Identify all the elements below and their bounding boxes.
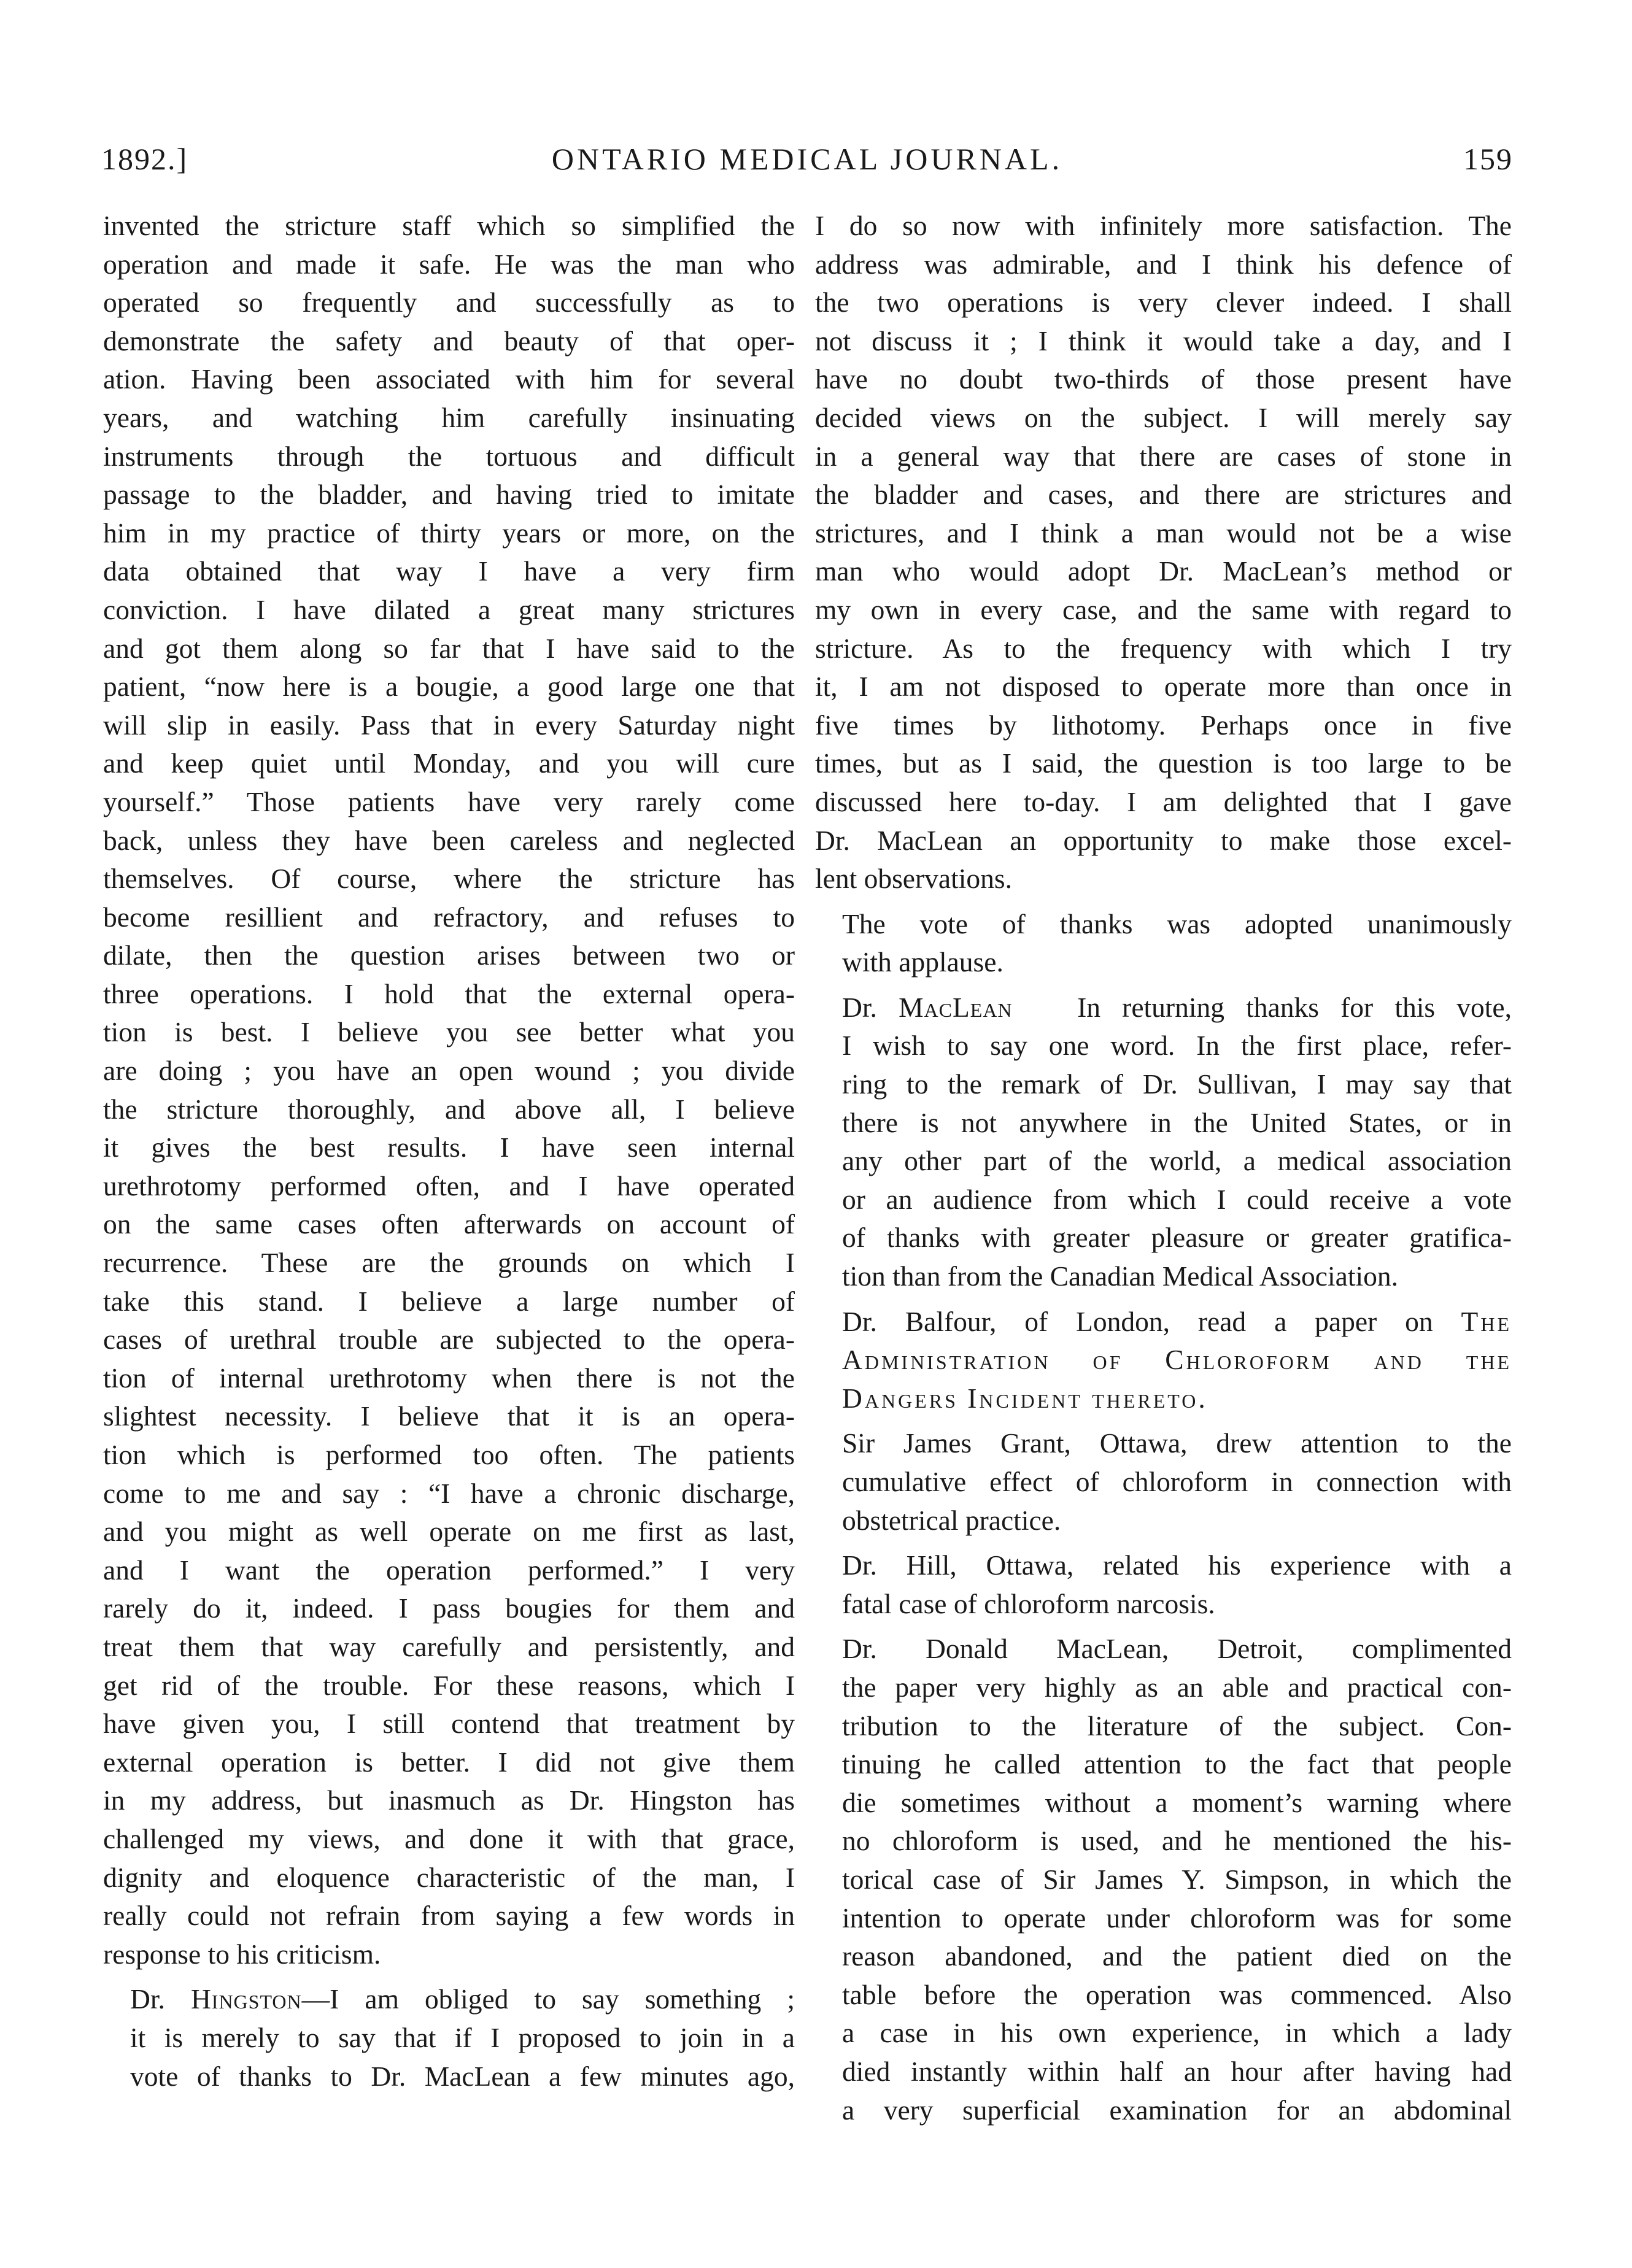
header-year: 1892.] xyxy=(101,142,188,176)
text-line: man who would adopt Dr. MacLean’s method or xyxy=(815,555,1512,587)
text-line: operated so frequently and successfully as to xyxy=(103,287,795,318)
text-line: Dr. Donald MacLean, Detroit, complimented xyxy=(842,1633,1512,1665)
text-line: yourself.” Those patients have very rarely come xyxy=(103,785,795,817)
text-line: tinuing he called attention to the fact that people xyxy=(842,1748,1512,1780)
right-column xyxy=(815,207,1512,2129)
speaker-prefix: Dr. xyxy=(130,1983,191,2015)
text-line: get rid of the trouble. For these reasons, which I xyxy=(103,1669,795,1701)
text-line: in my address, but inasmuch as Dr. Hingston has xyxy=(103,1784,795,1816)
text-line: really could not refrain from saying a few words in xyxy=(103,1900,795,1932)
text-line: and I want the operation performed.” I very xyxy=(103,1554,795,1586)
text-line: urethrotomy performed often, and I have operated xyxy=(103,1170,795,1202)
text-line: slightest necessity. I believe that it is an opera- xyxy=(103,1400,795,1432)
text-line: not discuss it ; I think it would take a day, and I xyxy=(815,325,1512,357)
text-line: table before the operation was commenced. Also xyxy=(842,1978,1512,2010)
text-line: Sir James Grant, Ottawa, drew attention to the xyxy=(842,1427,1512,1459)
text-line: have no doubt two-thirds of those present have xyxy=(815,363,1512,395)
text-line: dilate, then the question arises between two or xyxy=(103,939,795,971)
text-line xyxy=(103,1980,795,2019)
paragraph-vote xyxy=(815,905,1512,982)
journal-title: ONTARIO MEDICAL JOURNAL. xyxy=(551,142,1063,176)
text-line: no chloroform is used, and he mentioned the his- xyxy=(842,1825,1512,1857)
text-line: demonstrate the safety and beauty of that oper- xyxy=(103,325,795,357)
text-line: on the same cases often afterwards on account of xyxy=(103,1208,795,1240)
text-line: torical case of Sir James Y. Simpson, in which the xyxy=(842,1863,1512,1895)
text-line: and keep quiet until Monday, and you will cure xyxy=(103,747,795,779)
speaker-prefix: Dr. xyxy=(842,991,899,1023)
text-line: with applause. xyxy=(842,946,1004,978)
text-line: lent observations. xyxy=(815,863,1012,895)
text-line: have given you, I still contend that treatment by xyxy=(103,1708,795,1740)
text-line: discussed here to-day. I am delighted that I gave xyxy=(815,785,1512,817)
text-line: decided views on the subject. I will merely say xyxy=(815,401,1512,433)
text-line: ring to the remark of Dr. Sullivan, I may say that xyxy=(842,1068,1512,1100)
text-line: ation. Having been associated with him for several xyxy=(103,363,795,395)
text-line: invented the stricture staff which so simplified the xyxy=(103,210,795,241)
paragraph-hingston-continued xyxy=(815,207,1512,898)
text-line: rarely do it, indeed. I pass bougies for them and xyxy=(103,1592,795,1624)
text-line: or an audience from which I could receive a vote xyxy=(842,1183,1512,1215)
paragraph-hill xyxy=(815,1546,1512,1623)
text-line: become resillient and refractory, and refuses to xyxy=(103,901,795,933)
text-line: died instantly within half an hour after having had xyxy=(842,2055,1512,2087)
text-line: it is merely to say that if I proposed to join in a xyxy=(130,2021,795,2053)
text-line: tion is best. I believe you see better what you xyxy=(103,1016,795,1048)
text-line: the paper very highly as an able and practical con- xyxy=(842,1671,1512,1703)
text-line: five times by lithotomy. Perhaps once in five xyxy=(815,709,1512,741)
text-line: tion which is performed too often. The patients xyxy=(103,1439,795,1470)
text-line: I wish to say one word. In the first place, refer- xyxy=(842,1030,1512,1062)
text-line: times, but as I said, the question is too large to be xyxy=(815,747,1512,779)
text-run: In returning thanks for this vote, xyxy=(1077,991,1512,1023)
text-line: challenged my views, and done it with that grace, xyxy=(103,1822,795,1854)
text-line: Dr. MacLean an opportunity to make those excel- xyxy=(815,824,1512,856)
text-line: and got them along so far that I have said to the xyxy=(103,632,795,664)
paragraph-maclean-reply xyxy=(815,989,1512,1296)
text-line: will slip in easily. Pass that in every Saturday night xyxy=(103,709,795,741)
text-line: any other part of the world, a medical association xyxy=(842,1145,1512,1177)
text-line: the stricture thoroughly, and above all, I believe xyxy=(103,1093,795,1125)
text-line: tion than from the Canadian Medical Association. xyxy=(842,1260,1399,1292)
text-line: him in my practice of thirty years or more, on the xyxy=(103,517,795,549)
text-line: years, and watching him carefully insinuating xyxy=(103,401,795,433)
paper-title: The xyxy=(1461,1305,1512,1337)
text-line: external operation is better. I did not give them xyxy=(103,1746,795,1778)
paragraph-maclean-continued xyxy=(103,207,795,1973)
text-line: and you might as well operate on me first as last, xyxy=(103,1516,795,1548)
paragraph-hingston xyxy=(103,1980,795,2096)
text-line: conviction. I have dilated a great many strictures xyxy=(103,593,795,625)
text-line: treat them that way carefully and persistently, and xyxy=(103,1630,795,1662)
text-line: dignity and eloquence characteristic of the man, I xyxy=(103,1861,795,1893)
text-line: Dr. Hill, Ottawa, related his experience with a xyxy=(842,1549,1512,1581)
text-line: it, I am not disposed to operate more than once in xyxy=(815,671,1512,703)
text-line: operation and made it safe. He was the man who xyxy=(103,248,795,280)
paragraph-grant xyxy=(815,1424,1512,1540)
paper-title: Dangers Incident thereto. xyxy=(842,1382,1208,1414)
text-line: my own in every case, and the same with regard to xyxy=(815,593,1512,625)
speaker-name: Hingston xyxy=(190,1983,302,2015)
text-line: instruments through the tortuous and difficult xyxy=(103,440,795,472)
text-line: it gives the best results. I have seen internal xyxy=(103,1132,795,1163)
text-line: a case in his own experience, in which a lady xyxy=(842,2017,1512,2049)
paragraph-donald-maclean xyxy=(815,1630,1512,2129)
text-line: the bladder and cases, and there are strictures and xyxy=(815,479,1512,511)
text-run: Dr. Balfour, of London, read a paper on xyxy=(842,1305,1461,1337)
text-line: cases of urethral trouble are subjected to the opera- xyxy=(103,1324,795,1356)
text-line: come to me and say : “I have a chronic discharge, xyxy=(103,1477,795,1509)
text-line: obstetrical practice. xyxy=(842,1504,1061,1536)
text-line: stricture. As to the frequency with which I try xyxy=(815,632,1512,664)
text-line: there is not anywhere in the United States, or in xyxy=(842,1106,1512,1138)
text-line: back, unless they have been careless and neglected xyxy=(103,824,795,856)
text-line: of thanks with greater pleasure or greater gratifica- xyxy=(842,1222,1512,1254)
text-line: the two operations is very clever indeed. I shall xyxy=(815,287,1512,318)
text-line: reason abandoned, and the patient died on the xyxy=(842,1940,1512,1972)
text-line: The vote of thanks was adopted unanimously xyxy=(842,908,1512,939)
text-line: data obtained that way I have a very firm xyxy=(103,555,795,587)
text-line xyxy=(815,1303,1512,1341)
text-line: cumulative effect of chloroform in connection with xyxy=(842,1466,1512,1497)
paper-title: Administration of Chloroform and the xyxy=(842,1344,1512,1376)
text-line: tribution to the literature of the subject. Con- xyxy=(842,1710,1512,1742)
text-line: vote of thanks to Dr. MacLean a few minutes ago, xyxy=(130,2060,795,2092)
text-line: I do so now with infinitely more satisfaction. The xyxy=(815,210,1512,241)
text-line: take this stand. I believe a large number of xyxy=(103,1285,795,1317)
paragraph-balfour xyxy=(815,1303,1512,1418)
text-line: tion of internal urethrotomy when there is not the xyxy=(103,1362,795,1394)
text-line: intention to operate under chloroform was for some xyxy=(842,1902,1512,1934)
left-column xyxy=(103,207,795,2096)
text-line: patient, “now here is a bougie, a good large one that xyxy=(103,671,795,703)
text-line: in a general way that there are cases of stone in xyxy=(815,440,1512,472)
text-line: recurrence. These are the grounds on which I xyxy=(103,1247,795,1279)
text-line: themselves. Of course, where the stricture has xyxy=(103,863,795,895)
running-header xyxy=(101,141,1513,184)
text-line: passage to the bladder, and having tried to imitate xyxy=(103,479,795,511)
text-line: die sometimes without a moment’s warning where xyxy=(842,1786,1512,1818)
page-number: 159 xyxy=(1463,142,1513,176)
text-line: are doing ; you have an open wound ; you divide xyxy=(103,1055,795,1087)
text-line xyxy=(815,989,1512,1027)
text-line: address was admirable, and I think his defence of xyxy=(815,248,1512,280)
text-line: strictures, and I think a man would not be a wise xyxy=(815,517,1512,549)
text-line: a very superficial examination for an abdominal xyxy=(842,2094,1512,2126)
speaker-name: MacLean xyxy=(899,991,1013,1023)
text-line: three operations. I hold that the external opera- xyxy=(103,978,795,1009)
text-run: —I am obliged to say something ; xyxy=(301,1983,795,2015)
text-line: response to his criticism. xyxy=(103,1938,381,1970)
text-line: fatal case of chloroform narcosis. xyxy=(842,1587,1215,1619)
